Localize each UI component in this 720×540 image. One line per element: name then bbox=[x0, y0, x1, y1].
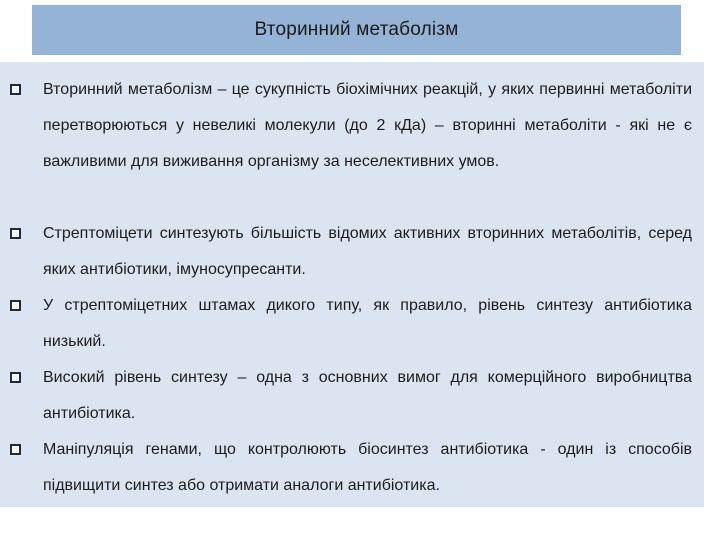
bullet-text: Стрептоміцети синтезують більшість відомих активних вторинних метаболітів, серед яких антибіотики, імуносупресанти. bbox=[43, 225, 692, 278]
square-bullet-icon bbox=[10, 300, 21, 311]
bullet-item bbox=[8, 288, 692, 360]
square-bullet-icon bbox=[10, 228, 21, 239]
bullet-text: Високий рівень синтезу – одна з основних вимог для комерційного виробництва антибіотика. bbox=[43, 369, 692, 422]
square-bullet-icon bbox=[10, 84, 21, 95]
bullet-item bbox=[8, 360, 692, 432]
title-bar bbox=[32, 5, 681, 55]
bullet-item bbox=[8, 72, 692, 180]
bullet-text: Маніпуляція генами, що контролюють біосинтез антибіотика - один із способів підвищити синтез або отримати аналоги антибіотика. bbox=[43, 441, 692, 494]
bullet-item bbox=[8, 432, 692, 504]
bullet-text: У стрептоміцетних штамах дикого типу, як правило, рівень синтезу антибіотика низький. bbox=[43, 297, 692, 350]
square-bullet-icon bbox=[10, 444, 21, 455]
content-panel bbox=[0, 62, 704, 507]
square-bullet-icon bbox=[10, 372, 21, 383]
slide-title: Вторинний метаболізм bbox=[254, 19, 459, 40]
bullet-text: Вторинний метаболізм – це сукупність біохімічних реакцій, у яких первинні метаболіти перетворюються у невеликі молекули (до 2 кДа) – вторинні метаболіти - які не є важливими для виживання організму за неселективних умов. bbox=[43, 81, 692, 170]
bullet-item bbox=[8, 216, 692, 288]
